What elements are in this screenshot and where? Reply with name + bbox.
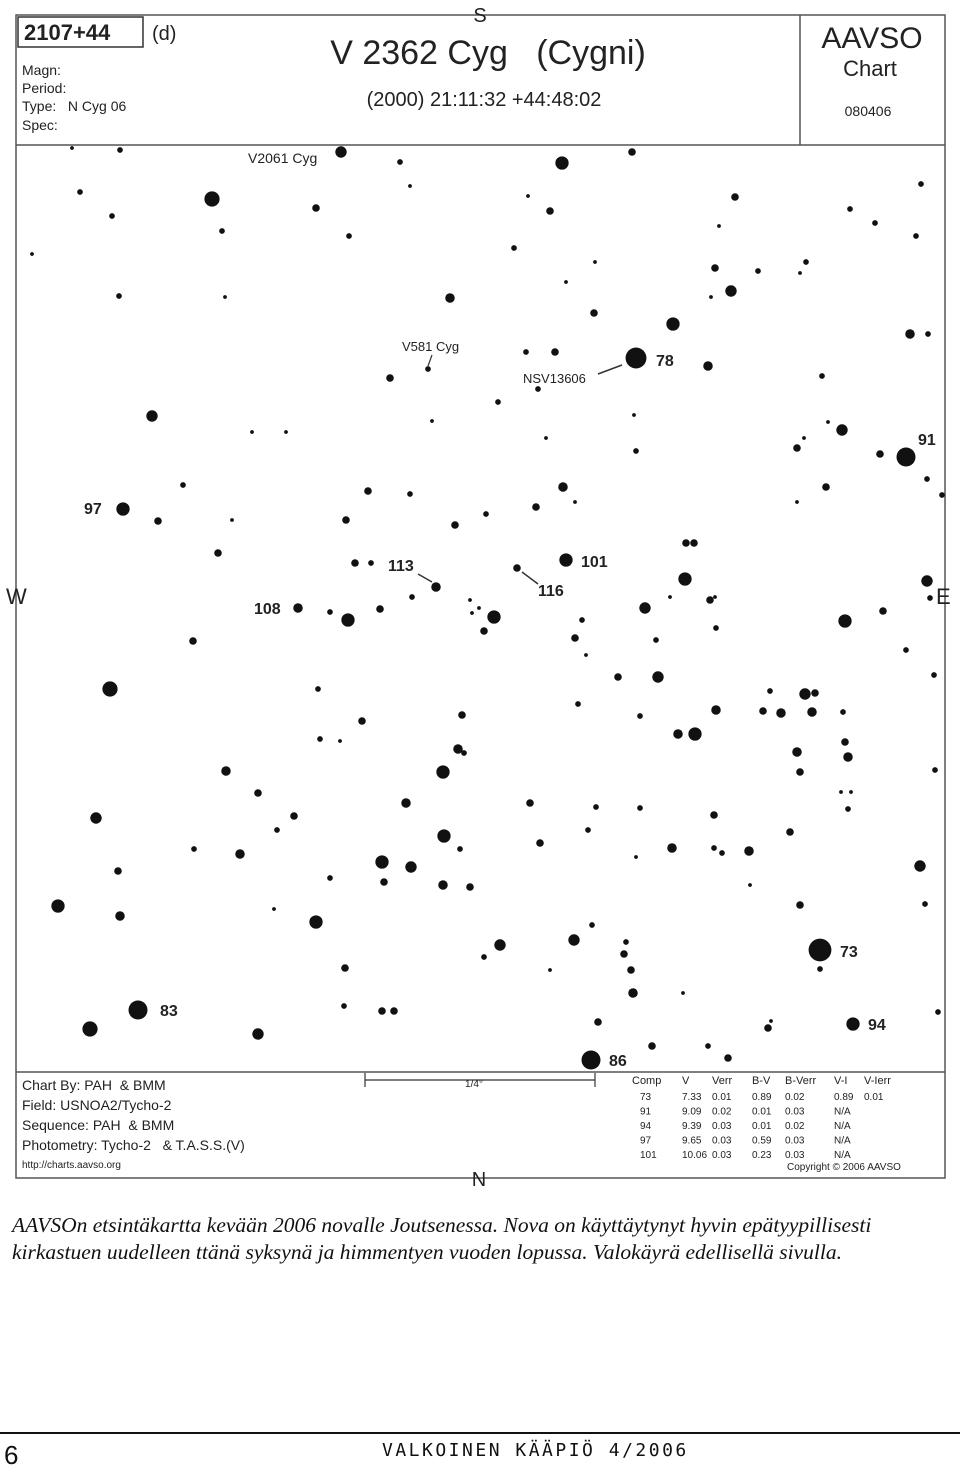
- comp-label-97: 97: [84, 501, 102, 518]
- star-127: [317, 736, 323, 742]
- star-95: [487, 610, 500, 623]
- star-105: [879, 607, 887, 615]
- star-59: [876, 450, 884, 458]
- star-98: [477, 606, 481, 610]
- table-cell-0-5: 0.89: [834, 1092, 854, 1103]
- star-85: [559, 553, 572, 566]
- star-64: [180, 482, 186, 488]
- star-180: [481, 954, 487, 960]
- chart-id-suffix: (d): [152, 23, 177, 45]
- star-94: [189, 637, 197, 645]
- star-143: [593, 804, 599, 810]
- copyright: Copyright © 2006 AAVSO: [787, 1162, 901, 1173]
- comp-label-101: 101: [581, 554, 608, 571]
- star-176: [309, 915, 322, 928]
- table-cell-2-1: 9.39: [682, 1121, 702, 1132]
- star-51: [544, 436, 548, 440]
- chart-coords: (2000) 21:11:32 +44:48:02: [366, 89, 602, 111]
- table-cell-0-6: 0.01: [864, 1092, 884, 1103]
- star-192: [252, 1028, 263, 1039]
- star-90: [639, 602, 650, 613]
- table-cell-4-1: 10.06: [682, 1150, 708, 1161]
- star-20: [918, 181, 924, 187]
- table-cell-4-2: 0.03: [712, 1150, 732, 1161]
- star-190: [82, 1021, 97, 1036]
- star-52: [633, 448, 639, 454]
- label-v581: V581 Cyg: [402, 339, 460, 354]
- star-80: [368, 560, 374, 566]
- star-155: [667, 843, 677, 853]
- chart-id: 2107+44: [24, 20, 111, 45]
- star-50: [430, 419, 434, 423]
- table-cell-2-0: 94: [640, 1121, 652, 1132]
- star-65: [230, 518, 234, 522]
- star-69: [451, 521, 459, 529]
- star-2: [117, 147, 123, 153]
- star-124: [840, 709, 846, 715]
- star-56: [836, 424, 847, 435]
- star-202: [935, 1009, 941, 1015]
- star-203: [582, 1051, 601, 1070]
- star-48: [250, 430, 254, 434]
- star-133: [792, 747, 802, 757]
- table-cell-2-2: 0.03: [712, 1121, 732, 1132]
- star-10: [408, 184, 412, 188]
- star-151: [274, 827, 280, 833]
- star-197: [681, 991, 685, 995]
- star-84: [513, 564, 521, 572]
- star-41: [523, 349, 529, 355]
- star-139: [436, 765, 449, 778]
- star-160: [914, 860, 925, 871]
- table-cell-0-3: 0.89: [752, 1092, 772, 1103]
- star-196: [628, 988, 638, 998]
- star-136: [796, 768, 804, 776]
- star-134: [841, 738, 849, 746]
- star-199: [764, 1024, 772, 1032]
- field-period: Period:: [22, 80, 67, 96]
- compass-north: N: [471, 1169, 487, 1190]
- star-166: [375, 855, 388, 868]
- star-83: [376, 605, 384, 613]
- compass-south: S: [473, 5, 487, 27]
- star-145: [710, 811, 718, 819]
- star-137: [932, 767, 938, 773]
- table-cell-1-0: 91: [640, 1106, 652, 1118]
- table-cell-2-3: 0.01: [752, 1121, 772, 1132]
- star-99: [470, 611, 474, 615]
- star-78: [214, 549, 222, 557]
- star-131: [673, 729, 683, 739]
- table-cell-1-5: N/A: [834, 1106, 851, 1118]
- star-73: [573, 500, 577, 504]
- field-spec: Spec:: [22, 117, 58, 133]
- star-5: [109, 213, 115, 219]
- star-193: [341, 1003, 347, 1009]
- star-71: [532, 503, 540, 511]
- star-25: [511, 245, 517, 251]
- table-cell-0-4: 0.02: [785, 1092, 805, 1103]
- table-header-2: Verr: [712, 1075, 733, 1087]
- star-22: [116, 293, 122, 299]
- table-cell-1-3: 0.01: [752, 1106, 772, 1118]
- star-167: [405, 861, 416, 872]
- star-1: [70, 146, 74, 150]
- star-29: [755, 268, 761, 274]
- star-147: [839, 790, 843, 794]
- star-120: [711, 705, 721, 715]
- star-177: [796, 901, 804, 909]
- star-184: [620, 950, 628, 958]
- star-15: [731, 193, 739, 201]
- star-97: [468, 598, 472, 602]
- compass-west: W: [6, 584, 27, 609]
- star-42: [386, 374, 394, 382]
- star-108: [927, 595, 933, 601]
- star-66: [342, 516, 350, 524]
- comp-label-83: 83: [160, 1003, 178, 1020]
- star-188: [627, 966, 635, 974]
- star-14: [546, 207, 554, 215]
- chart-frame: [16, 15, 945, 1178]
- field-type: Type: N Cyg 06: [22, 98, 127, 114]
- table-cell-4-5: N/A: [834, 1150, 851, 1161]
- star-206: [724, 1054, 732, 1062]
- star-9: [397, 159, 403, 165]
- star-117: [811, 689, 819, 697]
- star-72: [558, 482, 568, 492]
- star-55: [802, 436, 806, 440]
- star-172: [748, 883, 752, 887]
- star-89: [713, 595, 717, 599]
- table-cell-4-0: 101: [640, 1150, 657, 1161]
- comp-label-94: 94: [868, 1017, 886, 1034]
- star-154: [585, 827, 591, 833]
- star-205: [705, 1043, 711, 1049]
- star-107: [921, 575, 932, 586]
- star-126: [458, 711, 466, 719]
- table-header-5: V-I: [834, 1075, 848, 1087]
- star-161: [191, 846, 197, 852]
- footer-rule: [0, 1432, 960, 1434]
- star-93: [341, 613, 354, 626]
- star-148: [849, 790, 853, 794]
- org-name: AAVSO: [821, 22, 923, 55]
- credit-sequence: Sequence: PAH & BMM: [22, 1117, 175, 1133]
- star-4: [77, 189, 83, 195]
- star-53: [632, 413, 636, 417]
- star-175: [272, 907, 276, 911]
- star-135: [843, 752, 853, 762]
- star-153: [536, 839, 544, 847]
- star-186: [817, 966, 823, 972]
- magazine-name: VALKOINEN KÄÄPIÖ 4/2006: [382, 1440, 689, 1461]
- table-cell-3-3: 0.59: [752, 1135, 772, 1147]
- star-121: [759, 707, 767, 715]
- comp-label-78: 78: [656, 353, 674, 370]
- star-198: [594, 1018, 602, 1026]
- star-43: [425, 366, 431, 372]
- star-116: [799, 688, 810, 699]
- star-39: [703, 361, 713, 371]
- star-44: [495, 399, 501, 405]
- page-number: 6: [4, 1440, 19, 1470]
- star-182: [589, 922, 595, 928]
- star-0: [335, 146, 346, 157]
- star-140: [254, 789, 262, 797]
- star-35: [666, 317, 679, 330]
- star-128: [338, 739, 342, 743]
- star-204: [648, 1042, 656, 1050]
- star-13: [526, 194, 530, 198]
- star-92: [327, 609, 333, 615]
- star-168: [327, 875, 333, 881]
- star-82: [409, 594, 415, 600]
- credit-field: Field: USNOA2/Tycho-2: [22, 1097, 172, 1113]
- star-164: [634, 855, 638, 859]
- field-magn: Magn:: [22, 62, 61, 78]
- star-115: [767, 688, 773, 694]
- figure-caption: AAVSOn etsintäkartta kevään 2006 novalle Joutsenessa. Nova on käyttäytynyt hyvin epätyypillisesti kirkastuen uudelleen ttänä syksynä ja himmentyen vuoden lopussa. Valokäyrä edellisellä sivulla.: [12, 1213, 872, 1264]
- star-70: [483, 511, 489, 517]
- star-47: [146, 410, 157, 421]
- star-12: [628, 148, 636, 156]
- star-189: [548, 968, 552, 972]
- star-8: [346, 233, 352, 239]
- star-18: [872, 220, 878, 226]
- star-111: [614, 673, 622, 681]
- star-171: [466, 883, 474, 891]
- table-header-6: V-Ierr: [864, 1075, 891, 1087]
- table-cell-2-4: 0.02: [785, 1121, 805, 1132]
- table-cell-1-4: 0.03: [785, 1106, 805, 1118]
- star-63: [154, 517, 162, 525]
- comp-label-91: 91: [918, 432, 936, 449]
- star-156: [711, 845, 717, 851]
- compass-east: E: [936, 584, 951, 609]
- table-cell-0-2: 0.01: [712, 1092, 732, 1103]
- star-165: [114, 867, 122, 875]
- star-102: [653, 637, 659, 643]
- table-cell-1-1: 9.09: [682, 1106, 702, 1118]
- table-header-4: B-Verr: [785, 1075, 817, 1087]
- org-sub: Chart: [843, 56, 897, 81]
- star-185: [809, 939, 832, 962]
- star-194: [378, 1007, 386, 1015]
- star-58: [897, 448, 916, 467]
- star-75: [795, 500, 799, 504]
- star-122: [776, 708, 786, 718]
- star-68: [407, 491, 413, 497]
- credit-url: http://charts.aavso.org: [22, 1160, 121, 1171]
- star-159: [786, 828, 794, 836]
- star-146: [845, 806, 851, 812]
- star-112: [652, 671, 663, 682]
- star-174: [115, 911, 125, 921]
- table-cell-3-1: 9.65: [682, 1135, 702, 1147]
- star-100: [579, 617, 585, 623]
- star-46: [819, 373, 825, 379]
- star-123: [807, 707, 817, 717]
- star-142: [526, 799, 534, 807]
- chart-title: V 2362 Cyg (Cygni): [330, 34, 646, 72]
- comp-label-116: 116: [538, 583, 564, 600]
- star-76: [682, 539, 690, 547]
- star-169: [380, 878, 388, 886]
- table-header-1: V: [682, 1075, 690, 1087]
- star-152: [437, 829, 450, 842]
- credit-chart-by: Chart By: PAH & BMM: [22, 1077, 166, 1093]
- star-28: [711, 264, 719, 272]
- star-86: [678, 572, 691, 585]
- star-103: [713, 625, 719, 631]
- star-16: [717, 224, 721, 228]
- star-201: [846, 1017, 859, 1030]
- star-67: [364, 487, 372, 495]
- star-170: [438, 880, 448, 890]
- star-45: [535, 386, 541, 392]
- star-34: [590, 309, 598, 317]
- scale-label: 1/4°: [465, 1079, 483, 1090]
- star-187: [341, 964, 349, 972]
- star-26: [593, 260, 597, 264]
- table-cell-1-2: 0.02: [712, 1106, 732, 1118]
- star-79: [351, 559, 359, 567]
- star-195: [390, 1007, 398, 1015]
- star-132: [688, 727, 701, 740]
- star-110: [315, 686, 321, 692]
- star-106: [903, 647, 909, 653]
- star-3: [204, 191, 219, 206]
- star-130: [461, 750, 467, 756]
- star-27: [564, 280, 568, 284]
- star-118: [575, 701, 581, 707]
- table-cell-3-5: N/A: [834, 1135, 851, 1147]
- star-125: [358, 717, 366, 725]
- star-24: [445, 293, 455, 303]
- star-30: [803, 259, 809, 265]
- table-cell-4-3: 0.23: [752, 1150, 772, 1161]
- star-33: [709, 295, 713, 299]
- star-191: [129, 1001, 148, 1020]
- star-6: [312, 204, 320, 212]
- star-150: [290, 812, 298, 820]
- star-88: [706, 596, 714, 604]
- label-v2061: V2061 Cyg: [248, 150, 318, 166]
- table-header-3: B-V: [752, 1075, 771, 1087]
- table-header-0: Comp: [632, 1075, 662, 1087]
- star-114: [931, 672, 937, 678]
- label-nsv: NSV13606: [523, 371, 586, 386]
- star-38: [626, 348, 647, 369]
- table-cell-3-2: 0.03: [712, 1135, 732, 1147]
- star-7: [219, 228, 225, 234]
- star-104: [838, 614, 851, 627]
- star-11: [555, 156, 568, 169]
- star-157: [719, 850, 725, 856]
- star-173: [51, 899, 64, 912]
- star-183: [623, 939, 629, 945]
- table-cell-0-1: 7.33: [682, 1092, 702, 1103]
- star-158: [744, 846, 754, 856]
- table-cell-3-0: 97: [640, 1135, 652, 1147]
- star-109: [102, 681, 117, 696]
- star-37: [925, 331, 931, 337]
- comp-label-86: 86: [609, 1053, 627, 1070]
- star-31: [798, 271, 802, 275]
- star-32: [725, 285, 736, 296]
- star-57: [826, 420, 830, 424]
- star-163: [457, 846, 463, 852]
- star-74: [822, 483, 830, 491]
- star-40: [551, 348, 559, 356]
- star-23: [223, 295, 227, 299]
- star-138: [221, 766, 231, 776]
- star-87: [668, 595, 672, 599]
- star-49: [284, 430, 288, 434]
- star-178: [922, 901, 928, 907]
- chart-code: 080406: [844, 103, 892, 119]
- star-200: [769, 1019, 773, 1023]
- star-162: [235, 849, 245, 859]
- star-141: [401, 798, 411, 808]
- table-cell-0-0: 73: [640, 1092, 652, 1103]
- star-96: [480, 627, 488, 635]
- star-62: [116, 502, 129, 515]
- star-36: [905, 329, 915, 339]
- star-101: [571, 634, 579, 642]
- star-81: [431, 582, 441, 592]
- table-cell-2-5: N/A: [834, 1121, 851, 1132]
- star-144: [637, 805, 643, 811]
- star-77: [690, 539, 698, 547]
- star-91: [293, 603, 303, 613]
- star-17: [847, 206, 853, 212]
- star-21: [30, 252, 34, 256]
- comp-label-108: 108: [254, 601, 281, 618]
- star-61: [939, 492, 945, 498]
- star-60: [924, 476, 930, 482]
- star-113: [584, 653, 588, 657]
- star-19: [913, 233, 919, 239]
- comp-label-73: 73: [840, 944, 858, 961]
- star-181: [568, 934, 579, 945]
- star-179: [494, 939, 505, 950]
- credit-photometry: Photometry: Tycho-2 & T.A.S.S.(V): [22, 1137, 245, 1153]
- star-119: [637, 713, 643, 719]
- table-cell-4-4: 0.03: [785, 1150, 805, 1161]
- star-149: [90, 812, 101, 823]
- table-cell-3-4: 0.03: [785, 1135, 805, 1147]
- star-54: [793, 444, 801, 452]
- comp-label-113: 113: [388, 558, 414, 575]
